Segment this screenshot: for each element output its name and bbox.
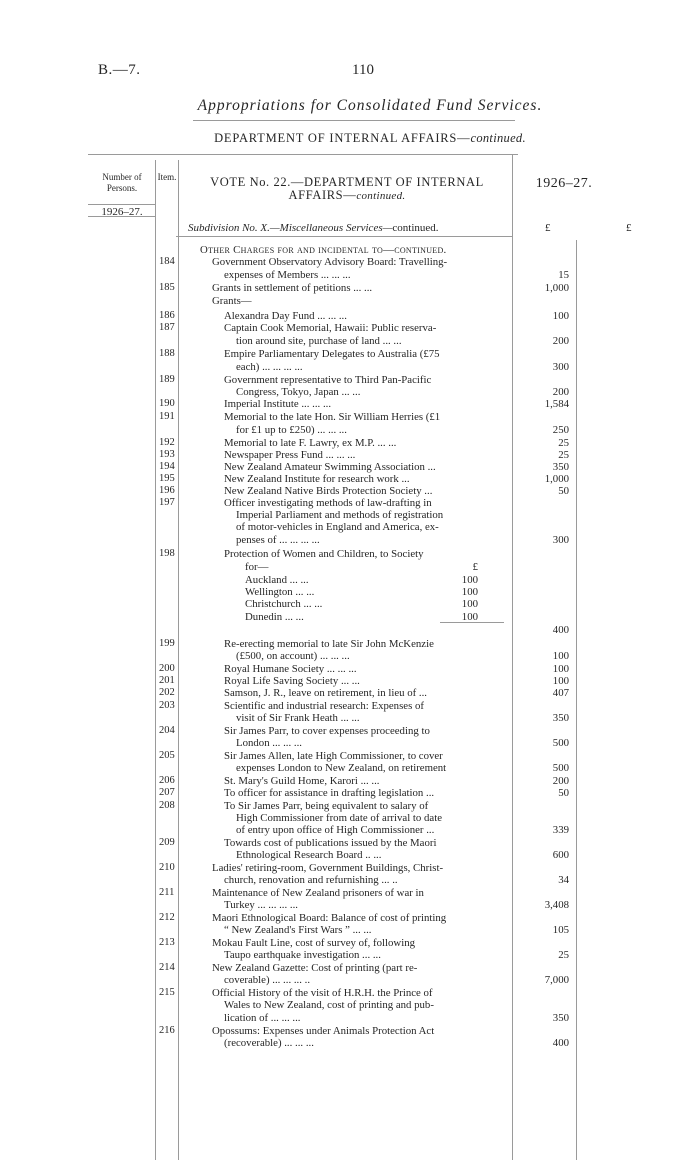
appropriation-row — [0, 497, 700, 509]
currency-symbol-extra: £ — [626, 222, 632, 234]
item-number: 187 — [159, 322, 175, 333]
amount: 3,408 — [544, 899, 569, 911]
sub-amount: 100 — [461, 586, 478, 598]
title-rule — [193, 120, 515, 121]
item-description: To Sir James Parr, being equivalent to salary of — [224, 800, 429, 812]
amount: 350 — [552, 1012, 569, 1024]
appropriation-row — [0, 725, 700, 737]
item-heading: Item. — [157, 172, 177, 182]
item-description: New Zealand Institute for research work ... — [224, 473, 410, 485]
appropriation-row — [0, 887, 700, 899]
item-description: penses of ... ... ... ... — [236, 534, 320, 546]
department-continued: continued. — [470, 131, 526, 145]
appropriation-row — [0, 548, 700, 560]
sub-amount: £ — [472, 561, 478, 573]
item-description: “ New Zealand's First Wars ” ... ... — [224, 924, 372, 936]
item-number: 210 — [159, 862, 175, 873]
item-description: Maori Ethnological Board: Balance of cost of printing — [212, 912, 447, 924]
item-number: 197 — [159, 497, 175, 508]
persons-head-rule — [88, 204, 156, 205]
item-description: Royal Life Saving Society ... ... — [224, 675, 360, 687]
item-number: 194 — [159, 461, 175, 472]
subdivision-title: Subdivision No. X.—Miscellaneous Services— — [188, 222, 393, 234]
appropriation-row — [0, 586, 700, 598]
item-description: Sir James Allen, late High Commissioner, to cover — [224, 750, 443, 762]
appropriation-row — [0, 700, 700, 712]
appropriation-row — [0, 650, 700, 662]
item-number: 198 — [159, 548, 175, 559]
item-number: 204 — [159, 725, 175, 736]
item-description: Government Observatory Advisory Board: Travelling- — [212, 256, 448, 268]
table-top-rule — [88, 154, 518, 155]
item-number: 215 — [159, 987, 175, 998]
item-number: 202 — [159, 687, 175, 698]
appropriation-row — [0, 812, 700, 824]
subtotal-rule — [440, 622, 504, 623]
appropriation-row — [0, 411, 700, 423]
appropriation-row — [0, 974, 700, 986]
appropriation-row — [0, 598, 700, 610]
item-description: for £1 up to £250) ... ... ... — [236, 424, 347, 436]
appropriation-row — [0, 862, 700, 874]
item-description: church, renovation and refurnishing ... .. — [224, 874, 398, 886]
sub-amount: 100 — [461, 574, 478, 586]
item-description: Taupo earthquake investigation ... ... — [224, 949, 381, 961]
item-description: Empire Parliamentary Delegates to Australia (£75 — [224, 348, 440, 360]
appropriation-row — [0, 675, 700, 687]
appropriation-row — [0, 521, 700, 533]
item-description: Congress, Tokyo, Japan ... ... — [236, 386, 361, 398]
amount: 600 — [552, 849, 569, 861]
amount: 100 — [552, 663, 569, 675]
item-description: Auckland ... ... — [245, 574, 309, 586]
item-description: Grants in settlement of petitions ... ... — [212, 282, 373, 294]
item-number: 201 — [159, 675, 175, 686]
appropriation-row — [0, 348, 700, 360]
item-number: 193 — [159, 449, 175, 460]
item-description: visit of Sir Frank Heath ... ... — [236, 712, 360, 724]
item-description: To officer for assistance in drafting legislation ... — [224, 787, 435, 799]
amount: 200 — [552, 386, 569, 398]
item-number: 213 — [159, 937, 175, 948]
item-description: London ... ... ... — [236, 737, 302, 749]
amount: 34 — [558, 874, 569, 886]
department-heading — [0, 131, 700, 146]
item-number: 214 — [159, 962, 175, 973]
appropriation-row — [0, 561, 700, 573]
appropriation-row — [0, 737, 700, 749]
appropriation-row — [0, 787, 700, 799]
page-number: 110 — [352, 62, 374, 78]
subdivision-rule — [176, 236, 512, 237]
item-description: expenses of Members ... ... ... — [224, 269, 351, 281]
item-description: Memorial to the late Hon. Sir William Herries (£1 — [224, 411, 441, 423]
appropriation-row — [0, 256, 700, 268]
appropriation-row — [0, 244, 700, 256]
item-description: of entry upon office of High Commissioner ... — [236, 824, 435, 836]
amount: 25 — [558, 437, 569, 449]
item-description: Mokau Fault Line, cost of survey of, following — [212, 937, 416, 949]
department-name: DEPARTMENT OF INTERNAL AFFAIRS— — [214, 131, 471, 145]
item-description: Samson, J. R., leave on retirement, in lieu of ... — [224, 687, 428, 699]
appropriation-row — [0, 461, 700, 473]
appropriation-row — [0, 775, 700, 787]
appropriation-row — [0, 962, 700, 974]
item-description: Official History of the visit of H.R.H. the Prince of — [212, 987, 433, 999]
item-description: Re-erecting memorial to late Sir John McKenzie — [224, 638, 434, 650]
amount: 25 — [558, 449, 569, 461]
item-description: lication of ... ... ... — [224, 1012, 301, 1024]
item-description: Ladies' retiring-room, Government Buildings, Christ- — [212, 862, 444, 874]
item-description: New Zealand Gazette: Cost of printing (part re- — [212, 962, 418, 974]
item-description: Government representative to Third Pan-Pacific — [224, 374, 432, 386]
appropriation-row — [0, 335, 700, 347]
appropriation-row — [0, 534, 700, 546]
amount: 50 — [558, 485, 569, 497]
item-description: Opossums: Expenses under Animals Protection Act — [212, 1025, 435, 1037]
item-number: 186 — [159, 310, 175, 321]
appropriation-row — [0, 322, 700, 334]
item-number: 191 — [159, 411, 175, 422]
appropriation-row — [0, 1025, 700, 1037]
item-number: 212 — [159, 912, 175, 923]
item-description: Christchurch ... ... — [245, 598, 323, 610]
amount: 250 — [552, 424, 569, 436]
item-description: Wellington ... ... — [245, 586, 315, 598]
item-description: Alexandra Day Fund ... ... ... — [224, 310, 347, 322]
page-title: Appropriations for Consolidated Fund Services. — [197, 97, 543, 114]
appropriation-row — [0, 310, 700, 322]
appropriation-row — [0, 924, 700, 936]
item-description: each) ... ... ... ... — [236, 361, 303, 373]
item-description: New Zealand Amateur Swimming Association ... — [224, 461, 436, 473]
appropriation-row — [0, 712, 700, 724]
item-description: Newspaper Press Fund ... ... ... — [224, 449, 356, 461]
item-description: Ethnological Research Board .. ... — [236, 849, 382, 861]
item-number: 207 — [159, 787, 175, 798]
appropriation-row — [0, 611, 700, 623]
item-description: Memorial to late F. Lawry, ex M.P. ... ... — [224, 437, 397, 449]
item-description: of motor-vehicles in England and America, ex- — [236, 521, 439, 533]
item-number: 211 — [159, 887, 175, 898]
appropriation-row — [0, 874, 700, 886]
amount: 50 — [558, 787, 569, 799]
item-description: (recoverable) ... ... ... — [224, 1037, 314, 1049]
appropriation-row — [0, 638, 700, 650]
amount: 15 — [558, 269, 569, 281]
item-number: 200 — [159, 663, 175, 674]
appropriation-row — [0, 949, 700, 961]
sub-amount: 100 — [461, 598, 478, 610]
amount: 100 — [552, 310, 569, 322]
appropriation-row — [0, 624, 700, 636]
amount: 300 — [552, 534, 569, 546]
item-description: Imperial Parliament and methods of registration — [236, 509, 444, 521]
item-description: Officer investigating methods of law-drafting in — [224, 497, 432, 509]
appropriation-row — [0, 1037, 700, 1049]
item-description: Captain Cook Memorial, Hawaii: Public reserva- — [224, 322, 437, 334]
item-number: 184 — [159, 256, 175, 267]
appropriation-row — [0, 849, 700, 861]
item-number: 209 — [159, 837, 175, 848]
amount: 1,000 — [544, 473, 569, 485]
amount: 300 — [552, 361, 569, 373]
vote-title-line2 — [182, 189, 512, 203]
item-description: Grants— — [212, 295, 252, 307]
appropriation-row — [0, 282, 700, 294]
amount: 400 — [552, 1037, 569, 1049]
item-number: 185 — [159, 282, 175, 293]
vote-title-department: AFFAIRS— — [288, 188, 357, 202]
amount: 339 — [552, 824, 569, 836]
item-number: 199 — [159, 638, 175, 649]
item-number: 216 — [159, 1025, 175, 1036]
item-description: Sir James Parr, to cover expenses proceeding to — [224, 725, 430, 737]
amount: 25 — [558, 949, 569, 961]
appropriation-row — [0, 574, 700, 586]
item-description: Towards cost of publications issued by the Maori — [224, 837, 437, 849]
appropriation-row — [0, 1012, 700, 1024]
appropriation-row — [0, 824, 700, 836]
subdivision-continued: continued. — [392, 222, 439, 234]
amount: 1,584 — [544, 398, 569, 410]
amount: 407 — [552, 687, 569, 699]
amount: 400 — [552, 624, 569, 636]
appropriation-row — [0, 987, 700, 999]
item-number: 189 — [159, 374, 175, 385]
amount: 200 — [552, 335, 569, 347]
appropriation-row — [0, 750, 700, 762]
vote-title: VOTE No. 22.—DEPARTMENT OF INTERNAL — [210, 175, 484, 189]
item-description: Maintenance of New Zealand prisoners of war in — [212, 887, 424, 899]
appropriation-row — [0, 386, 700, 398]
item-number: 208 — [159, 800, 175, 811]
item-description: Scientific and industrial research: Expenses of — [224, 700, 424, 712]
item-number: 190 — [159, 398, 175, 409]
item-description: (£500, on account) ... ... ... — [236, 650, 350, 662]
appropriation-row — [0, 473, 700, 485]
currency-symbol-year: £ — [545, 222, 551, 234]
item-number: 195 — [159, 473, 175, 484]
appropriation-row — [0, 687, 700, 699]
appropriation-row — [0, 837, 700, 849]
item-number: 196 — [159, 485, 175, 496]
appropriation-row — [0, 762, 700, 774]
amount: 500 — [552, 737, 569, 749]
persons-year: 1926–27. — [101, 206, 143, 218]
appropriation-row — [0, 899, 700, 911]
item-description: coverable) ... ... ... .. — [224, 974, 311, 986]
vote-heading — [182, 176, 512, 203]
appropriation-row — [0, 937, 700, 949]
amount: 7,000 — [544, 974, 569, 986]
item-description: Turkey ... ... ... ... — [224, 899, 298, 911]
amount: 500 — [552, 762, 569, 774]
item-number: 206 — [159, 775, 175, 786]
document-reference: B.—7. — [98, 62, 141, 78]
appropriation-row — [0, 424, 700, 436]
item-description: Royal Humane Society ... ... ... — [224, 663, 357, 675]
amount: 350 — [552, 461, 569, 473]
appropriation-row — [0, 398, 700, 410]
amount: 350 — [552, 712, 569, 724]
item-number: 188 — [159, 348, 175, 359]
item-description: Wales to New Zealand, cost of printing and pub- — [224, 999, 434, 1011]
appropriation-row — [0, 999, 700, 1011]
amount: 100 — [552, 675, 569, 687]
appropriation-row — [0, 437, 700, 449]
subdivision-heading — [188, 222, 506, 234]
appropriation-row — [0, 361, 700, 373]
appropriation-row — [0, 295, 700, 307]
number-of-persons-heading: Number of Persons. — [102, 172, 142, 193]
item-description: Protection of Women and Children, to Society — [224, 548, 424, 560]
item-description: St. Mary's Guild Home, Karori ... ... — [224, 775, 380, 787]
item-number: 192 — [159, 437, 175, 448]
item-description: New Zealand Native Birds Protection Society ... — [224, 485, 433, 497]
item-description: High Commissioner from date of arrival to date — [236, 812, 442, 824]
item-description: tion around site, purchase of land ... ... — [236, 335, 402, 347]
appropriation-row — [0, 912, 700, 924]
item-description: Imperial Institute ... ... ... — [224, 398, 332, 410]
appropriation-row — [0, 374, 700, 386]
amount: 105 — [552, 924, 569, 936]
amount: 200 — [552, 775, 569, 787]
item-description: Dunedin ... ... — [245, 611, 304, 623]
item-description: for— — [245, 561, 269, 573]
appropriation-row — [0, 663, 700, 675]
appropriation-row — [0, 269, 700, 281]
item-description: expenses London to New Zealand, on retirement — [236, 762, 447, 774]
sub-amount: 100 — [461, 611, 478, 623]
item-number: 203 — [159, 700, 175, 711]
amount: 100 — [552, 650, 569, 662]
appropriation-row — [0, 449, 700, 461]
amount: 1,000 — [544, 282, 569, 294]
item-number: 205 — [159, 750, 175, 761]
appropriation-row — [0, 509, 700, 521]
appropriation-row — [0, 800, 700, 812]
appropriation-row — [0, 485, 700, 497]
year-heading: 1926–27. — [535, 176, 593, 191]
vote-continued: continued. — [356, 190, 406, 202]
item-description: Other Charges for and incidental to—continued. — [200, 244, 447, 256]
